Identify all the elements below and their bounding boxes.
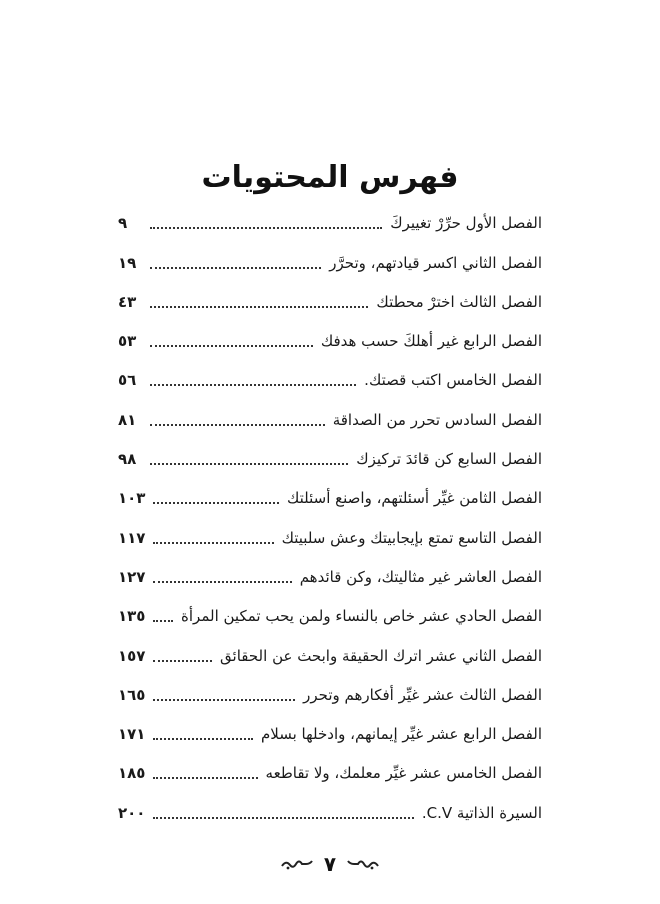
toc-entry-page-number: ٩٨ bbox=[118, 450, 137, 469]
toc-entry-page-number: ٨١ bbox=[118, 410, 137, 429]
toc-entry[interactable] bbox=[118, 750, 542, 789]
toc-entry-page-number: ١٠٣ bbox=[118, 489, 146, 508]
toc-entry[interactable] bbox=[118, 789, 542, 828]
toc-entry-label: الفصل الخامس اكتب قصتك. bbox=[364, 371, 542, 390]
dot-leader bbox=[150, 384, 356, 386]
toc-entry-label: الفصل الخامس عشر غيِّر معلمك، ولا تقاطعه bbox=[265, 764, 542, 783]
dot-leader bbox=[150, 463, 348, 465]
dot-leader bbox=[150, 267, 321, 269]
toc-entry[interactable] bbox=[118, 279, 542, 318]
dot-leader bbox=[150, 424, 325, 426]
toc-entry-label: الفصل الثاني عشر اترك الحقيقة وابحث عن الحقائق bbox=[220, 646, 542, 665]
page-footer bbox=[0, 853, 660, 875]
toc-entry[interactable] bbox=[118, 318, 542, 357]
dot-leader bbox=[153, 699, 295, 701]
toc-entry-label: الفصل الرابع غير أهلكَ حسب هدفك bbox=[320, 332, 542, 351]
dot-leader bbox=[153, 620, 173, 622]
toc-entry-page-number: ١٥٧ bbox=[118, 646, 146, 665]
toc-entry-label: الفصل السادس تحرر من الصداقة bbox=[332, 410, 542, 429]
toc-entry-page-number: ١٦٥ bbox=[118, 685, 146, 704]
toc-entry-label: الفصل الرابع عشر غيِّر إيمانهم، وادخلها بسلام bbox=[260, 725, 542, 744]
toc-entry-page-number: ٤٣ bbox=[118, 292, 137, 311]
toc-entry-page-number: ٢٠٠ bbox=[118, 803, 146, 822]
dot-leader bbox=[153, 777, 257, 779]
toc-entry[interactable] bbox=[118, 593, 542, 632]
dot-leader bbox=[150, 227, 382, 229]
toc-entry[interactable] bbox=[118, 554, 542, 593]
dot-leader bbox=[153, 581, 291, 583]
toc-entry-page-number: ١٧١ bbox=[118, 725, 146, 744]
dot-leader bbox=[150, 306, 368, 308]
toc-entry-page-number: ٩ bbox=[118, 214, 128, 233]
toc-list bbox=[118, 200, 542, 829]
right-ornament-icon bbox=[346, 857, 380, 871]
toc-entry[interactable] bbox=[118, 396, 542, 435]
toc-entry[interactable] bbox=[118, 632, 542, 671]
toc-entry[interactable] bbox=[118, 357, 542, 396]
dot-leader bbox=[153, 660, 212, 662]
toc-entry-page-number: ١٣٥ bbox=[118, 607, 146, 626]
toc-entry[interactable] bbox=[118, 514, 542, 553]
toc-entry-label: الفصل الثامن غيِّر أسئلتهم، واصنع أسئلتك bbox=[286, 489, 542, 508]
toc-entry[interactable] bbox=[118, 475, 542, 514]
toc-entry-page-number: ١٢٧ bbox=[118, 567, 146, 586]
toc-entry-page-number: ٥٦ bbox=[118, 371, 137, 390]
toc-entry[interactable] bbox=[118, 436, 542, 475]
toc-entry-label: الفصل الحادي عشر خاص بالنساء ولمن يحب تمكين المرأة bbox=[181, 607, 542, 626]
toc-entry-page-number: ١٩ bbox=[118, 253, 137, 272]
page-title: فهرس المحتويات bbox=[201, 160, 459, 195]
page-number: ٧ bbox=[323, 852, 337, 876]
toc-entry-label: الفصل الأول حرِّرْ تغييركَ bbox=[390, 214, 542, 233]
toc-entry-label: الفصل التاسع تمتع بإيجابيتك وعش سلبيتك bbox=[281, 528, 542, 547]
toc-entry-label: الفصل العاشر غير مثاليتك، وكن قائدهم bbox=[299, 567, 542, 586]
toc-entry-label: الفصل الثاني اكسر قيادتهم، وتحرَّر bbox=[329, 253, 542, 272]
dot-leader bbox=[153, 738, 253, 740]
dot-leader bbox=[150, 345, 313, 347]
toc-entry[interactable] bbox=[118, 711, 542, 750]
toc-entry[interactable] bbox=[118, 239, 542, 278]
toc-entry-page-number: ١٨٥ bbox=[118, 764, 146, 783]
toc-entry-page-number: ٥٣ bbox=[118, 332, 137, 351]
toc-entry-label: الفصل الثالث اخترْ محطتك bbox=[376, 292, 542, 311]
toc-entry[interactable] bbox=[118, 672, 542, 711]
dot-leader bbox=[153, 817, 413, 819]
toc-entry[interactable] bbox=[118, 200, 542, 239]
toc-entry-label: السيرة الذاتية C.V. bbox=[421, 803, 542, 822]
dot-leader bbox=[153, 542, 273, 544]
left-ornament-icon bbox=[280, 857, 314, 871]
toc-entry-label: الفصل السابع كن قائدَ تركيزك bbox=[356, 450, 542, 469]
dot-leader bbox=[153, 502, 279, 504]
toc-entry-page-number: ١١٧ bbox=[118, 528, 146, 547]
toc-entry-label: الفصل الثالث عشر غيِّر أفكارهم وتحرر bbox=[303, 685, 542, 704]
